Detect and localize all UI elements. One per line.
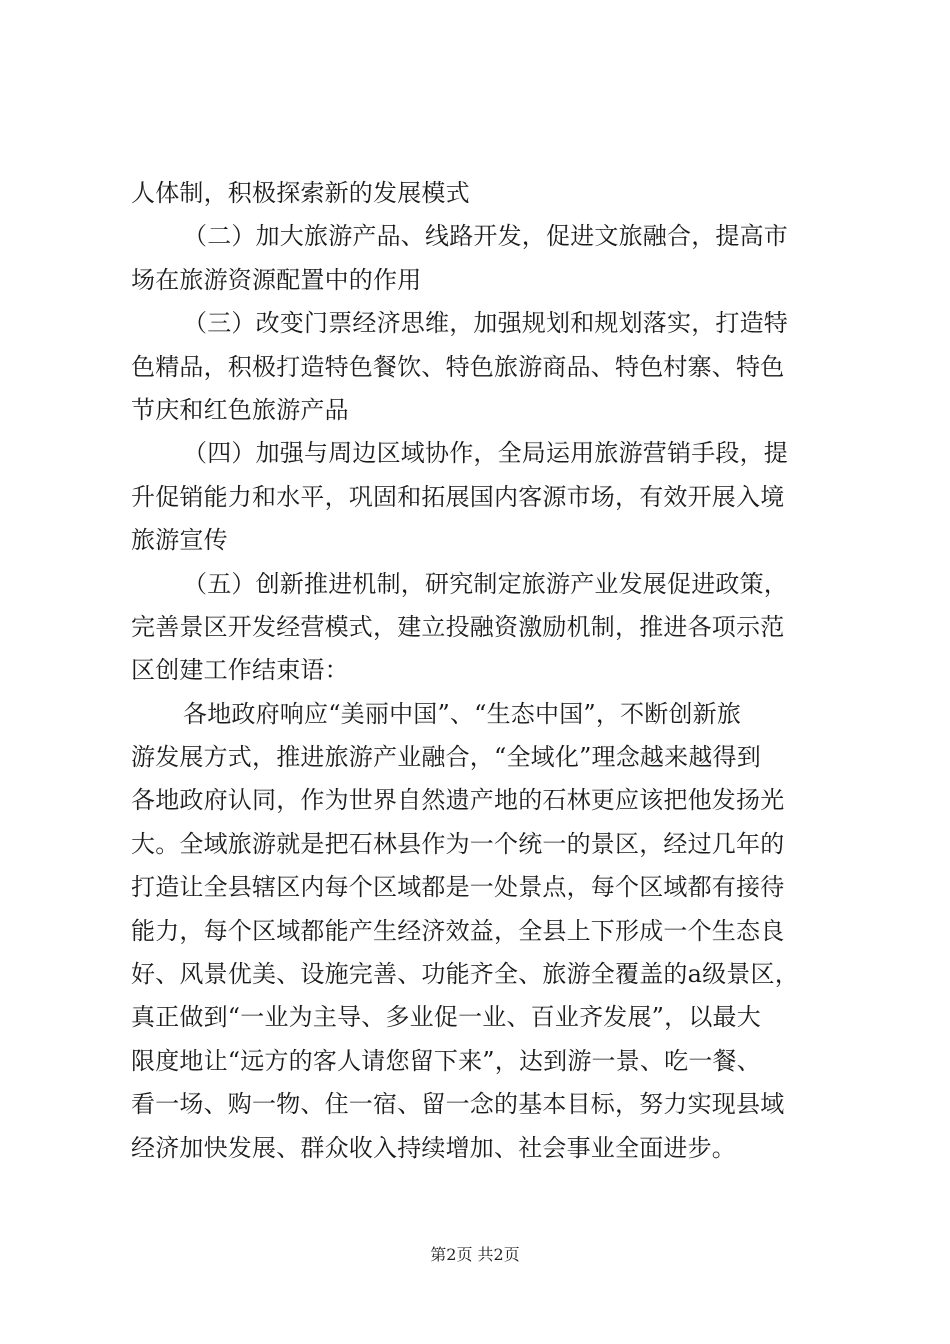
text-line: 完善景区开发经营模式，建立投融资激励机制，推进各项示范 [131,612,785,641]
text-line: （五）创新推进机制，研究制定旅游产业发展促进政策， [183,569,788,598]
text-line: （四）加强与周边区域协作，全局运用旅游营销手段，提 [183,439,788,468]
text-line: 真正做到“一业为主导、多业促一业、百业齐发展”，以最大 [131,1003,761,1032]
text-line: 各地政府认同，作为世界自然遗产地的石林更应该把他发扬光 [131,786,785,815]
text-line: 节庆和红色旅游产品 [131,395,349,424]
text-line: 色精品，积极打造特色餐饮、特色旅游商品、特色村寨、特色 [131,352,785,381]
text-line: 好、风景优美、设施完善、功能齐全、旅游全覆盖的a级景区， [131,960,799,989]
text-line: 经济加快发展、群众收入持续增加、社会事业全面进步。 [131,1133,736,1162]
text-line: （三）改变门票经济思维，加强规划和规划落实，打造特 [183,309,788,338]
text-line: 场在旅游资源配置中的作用 [131,265,422,294]
text-line: 大。全域旅游就是把石林县作为一个统一的景区，经过几年的 [131,829,785,858]
text-line: 各地政府响应“美丽中国”、“生态中国”，不断创新旅 [183,699,742,728]
text-line: 限度地让“远方的客人请您留下来”，达到游一景、吃一餐、 [131,1046,761,1075]
text-line: 看一场、购一物、住一宿、留一念的基本目标，努力实现县域 [131,1090,785,1119]
text-line: 游发展方式，推进旅游产业融合，“全域化”理念越来越得到 [131,743,761,772]
document-body [131,172,831,1170]
text-line: （二）加大旅游产品、线路开发，促进文旅融合，提高市 [183,222,788,251]
text-line: 区创建工作结束语： [131,656,349,685]
page-footer: 第2页 共2页 [430,1245,520,1264]
text-line: 人体制，积极探索新的发展模式 [131,179,470,207]
text-line: 打造让全县辖区内每个区域都是一处景点，每个区域都有接待 [131,873,785,902]
text-line: 旅游宣传 [131,526,228,555]
text-line: 能力，每个区域都能产生经济效益，全县上下形成一个生态良 [131,916,785,945]
text-line: 升促销能力和水平，巩固和拓展国内客源市场，有效开展入境 [131,482,785,511]
